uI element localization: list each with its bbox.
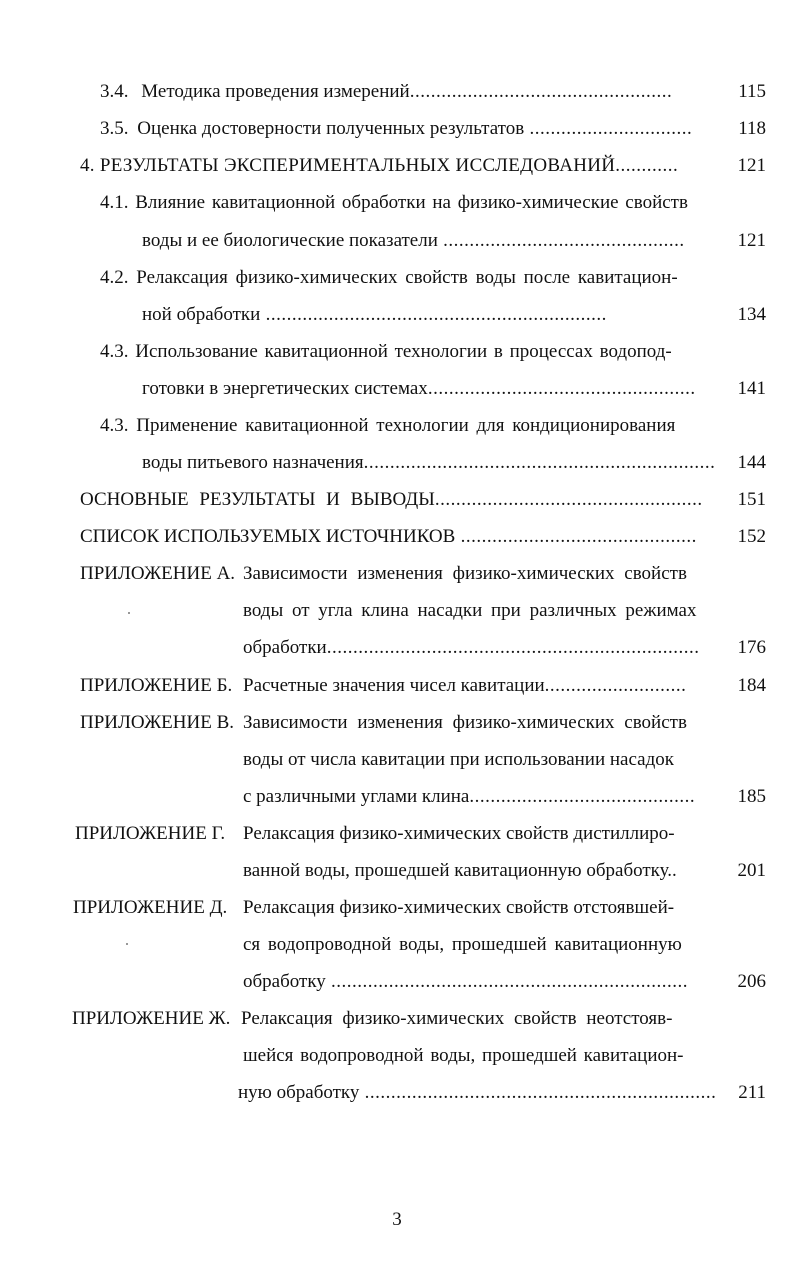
toc-appendix-a-label: ПРИЛОЖЕНИЕ А.	[80, 563, 236, 584]
page-number: 3	[392, 1209, 402, 1230]
toc-page-number: 151	[737, 489, 766, 510]
toc-page-number: 121	[737, 230, 766, 251]
toc-entry-3-5: 3.5. Оценка достоверности полученных результатов ...............................	[100, 118, 693, 139]
scan-speck	[128, 612, 130, 614]
toc-entry-label: 3.5.	[100, 118, 129, 139]
toc-appendix-d-line3: обработку ....................................................................	[243, 971, 689, 992]
toc-page-number: 184	[737, 675, 766, 696]
toc-entry-label: 3.4.	[100, 81, 129, 102]
toc-page-number: 185	[737, 786, 766, 807]
toc-entry-3-4: 3.4. Методика проведения измерений..................................................	[100, 81, 673, 102]
toc-entry-title: 4. РЕЗУЛЬТАТЫ ЭКСПЕРИМЕНТАЛЬНЫХ ИССЛЕДОВАНИЙ	[80, 155, 616, 176]
toc-appendix-g-line1: Релаксация физико-химических свойств дистиллиро-	[243, 823, 675, 844]
toc-entry-sources: СПИСОК ИСПОЛЬЗУЕМЫХ ИСТОЧНИКОВ .............................................	[80, 526, 697, 547]
toc-appendix-g-line2: ванной воды, прошедшей кавитационную обработку..	[243, 860, 677, 881]
toc-appendix-v-line2: воды от числа кавитации при использовании насадок	[243, 749, 674, 770]
toc-entry-4-3b-line1: 4.3. Применение кавитационной технологии для кондиционирования	[100, 415, 676, 436]
toc-entry-4-3b-line2: воды питьевого назначения...................................................................	[142, 452, 716, 473]
toc-appendix-a-line2: воды от угла клина насадки при различных режимах	[243, 600, 697, 621]
toc-entry-4-1-line2: воды и ее биологические показатели ..............................................	[142, 230, 685, 251]
toc-appendix-zh-line1: Релаксация физико-химических свойств неотстояв-	[241, 1008, 673, 1029]
toc-appendix-v-line1: Зависимости изменения физико-химических свойств	[243, 712, 687, 733]
toc-page-number: 121	[737, 155, 766, 176]
toc-page-number: 211	[738, 1082, 766, 1103]
scan-speck	[126, 943, 128, 945]
toc-appendix-g-label: ПРИЛОЖЕНИЕ Г.	[75, 823, 226, 844]
toc-appendix-zh-line3: ную обработку ...................................................................	[238, 1082, 717, 1103]
toc-entry-4: 4. РЕЗУЛЬТАТЫ ЭКСПЕРИМЕНТАЛЬНЫХ ИССЛЕДОВАНИЙ............	[80, 155, 679, 176]
toc-entry-4-3a-line2: готовки в энергетических системах...................................................	[142, 378, 696, 399]
toc-page-number: 176	[737, 637, 766, 658]
toc-appendix-v-label: ПРИЛОЖЕНИЕ В.	[80, 712, 234, 733]
toc-entry-4-1-line1: 4.1. Влияние кавитационной обработки на физико-химические свойств	[100, 192, 688, 213]
toc-page-number: 201	[737, 860, 766, 881]
toc-entry-results: ОСНОВНЫЕ РЕЗУЛЬТАТЫ И ВЫВОДЫ...................................................	[80, 489, 703, 510]
toc-appendix-b-label: ПРИЛОЖЕНИЕ Б.	[80, 675, 233, 696]
toc-appendix-v-line3: с различными углами клина...........................................	[243, 786, 696, 807]
toc-page-number: 141	[737, 378, 766, 399]
toc-appendix-d-label: ПРИЛОЖЕНИЕ Д.	[73, 897, 228, 918]
toc-entry-title: Оценка достоверности полученных результатов	[137, 118, 525, 139]
toc-entry-title: Методика проведения измерений	[141, 81, 410, 102]
toc-appendix-a-line1: Зависимости изменения физико-химических свойств	[243, 563, 687, 584]
toc-appendix-d-line2: ся водопроводной воды, прошедшей кавитационную	[243, 934, 682, 955]
toc-page-number: 118	[738, 118, 766, 139]
toc-page-number: 144	[737, 452, 766, 473]
toc-page-number: 134	[737, 304, 766, 325]
toc-appendix-b-line1: Расчетные значения чисел кавитации...........................	[243, 675, 687, 696]
toc-page-number: 206	[737, 971, 766, 992]
toc-page-number: 152	[737, 526, 766, 547]
toc-entry-4-2-line1: 4.2. Релаксация физико-химических свойств воды после кавитацион-	[100, 267, 678, 288]
toc-appendix-zh-line2: шейся водопроводной воды, прошедшей кавитацион-	[243, 1045, 684, 1066]
toc-appendix-d-line1: Релаксация физико-химических свойств отстоявшей-	[243, 897, 675, 918]
toc-entry-4-3a-line1: 4.3. Использование кавитационной технологии в процессах водопод-	[100, 341, 672, 362]
toc-page-number: 115	[738, 81, 766, 102]
toc-entry-4-2-line2: ной обработки .................................................................	[142, 304, 607, 325]
toc-appendix-zh-label: ПРИЛОЖЕНИЕ Ж.	[72, 1008, 231, 1029]
toc-appendix-a-line3: обработки.......................................................................	[243, 637, 700, 658]
